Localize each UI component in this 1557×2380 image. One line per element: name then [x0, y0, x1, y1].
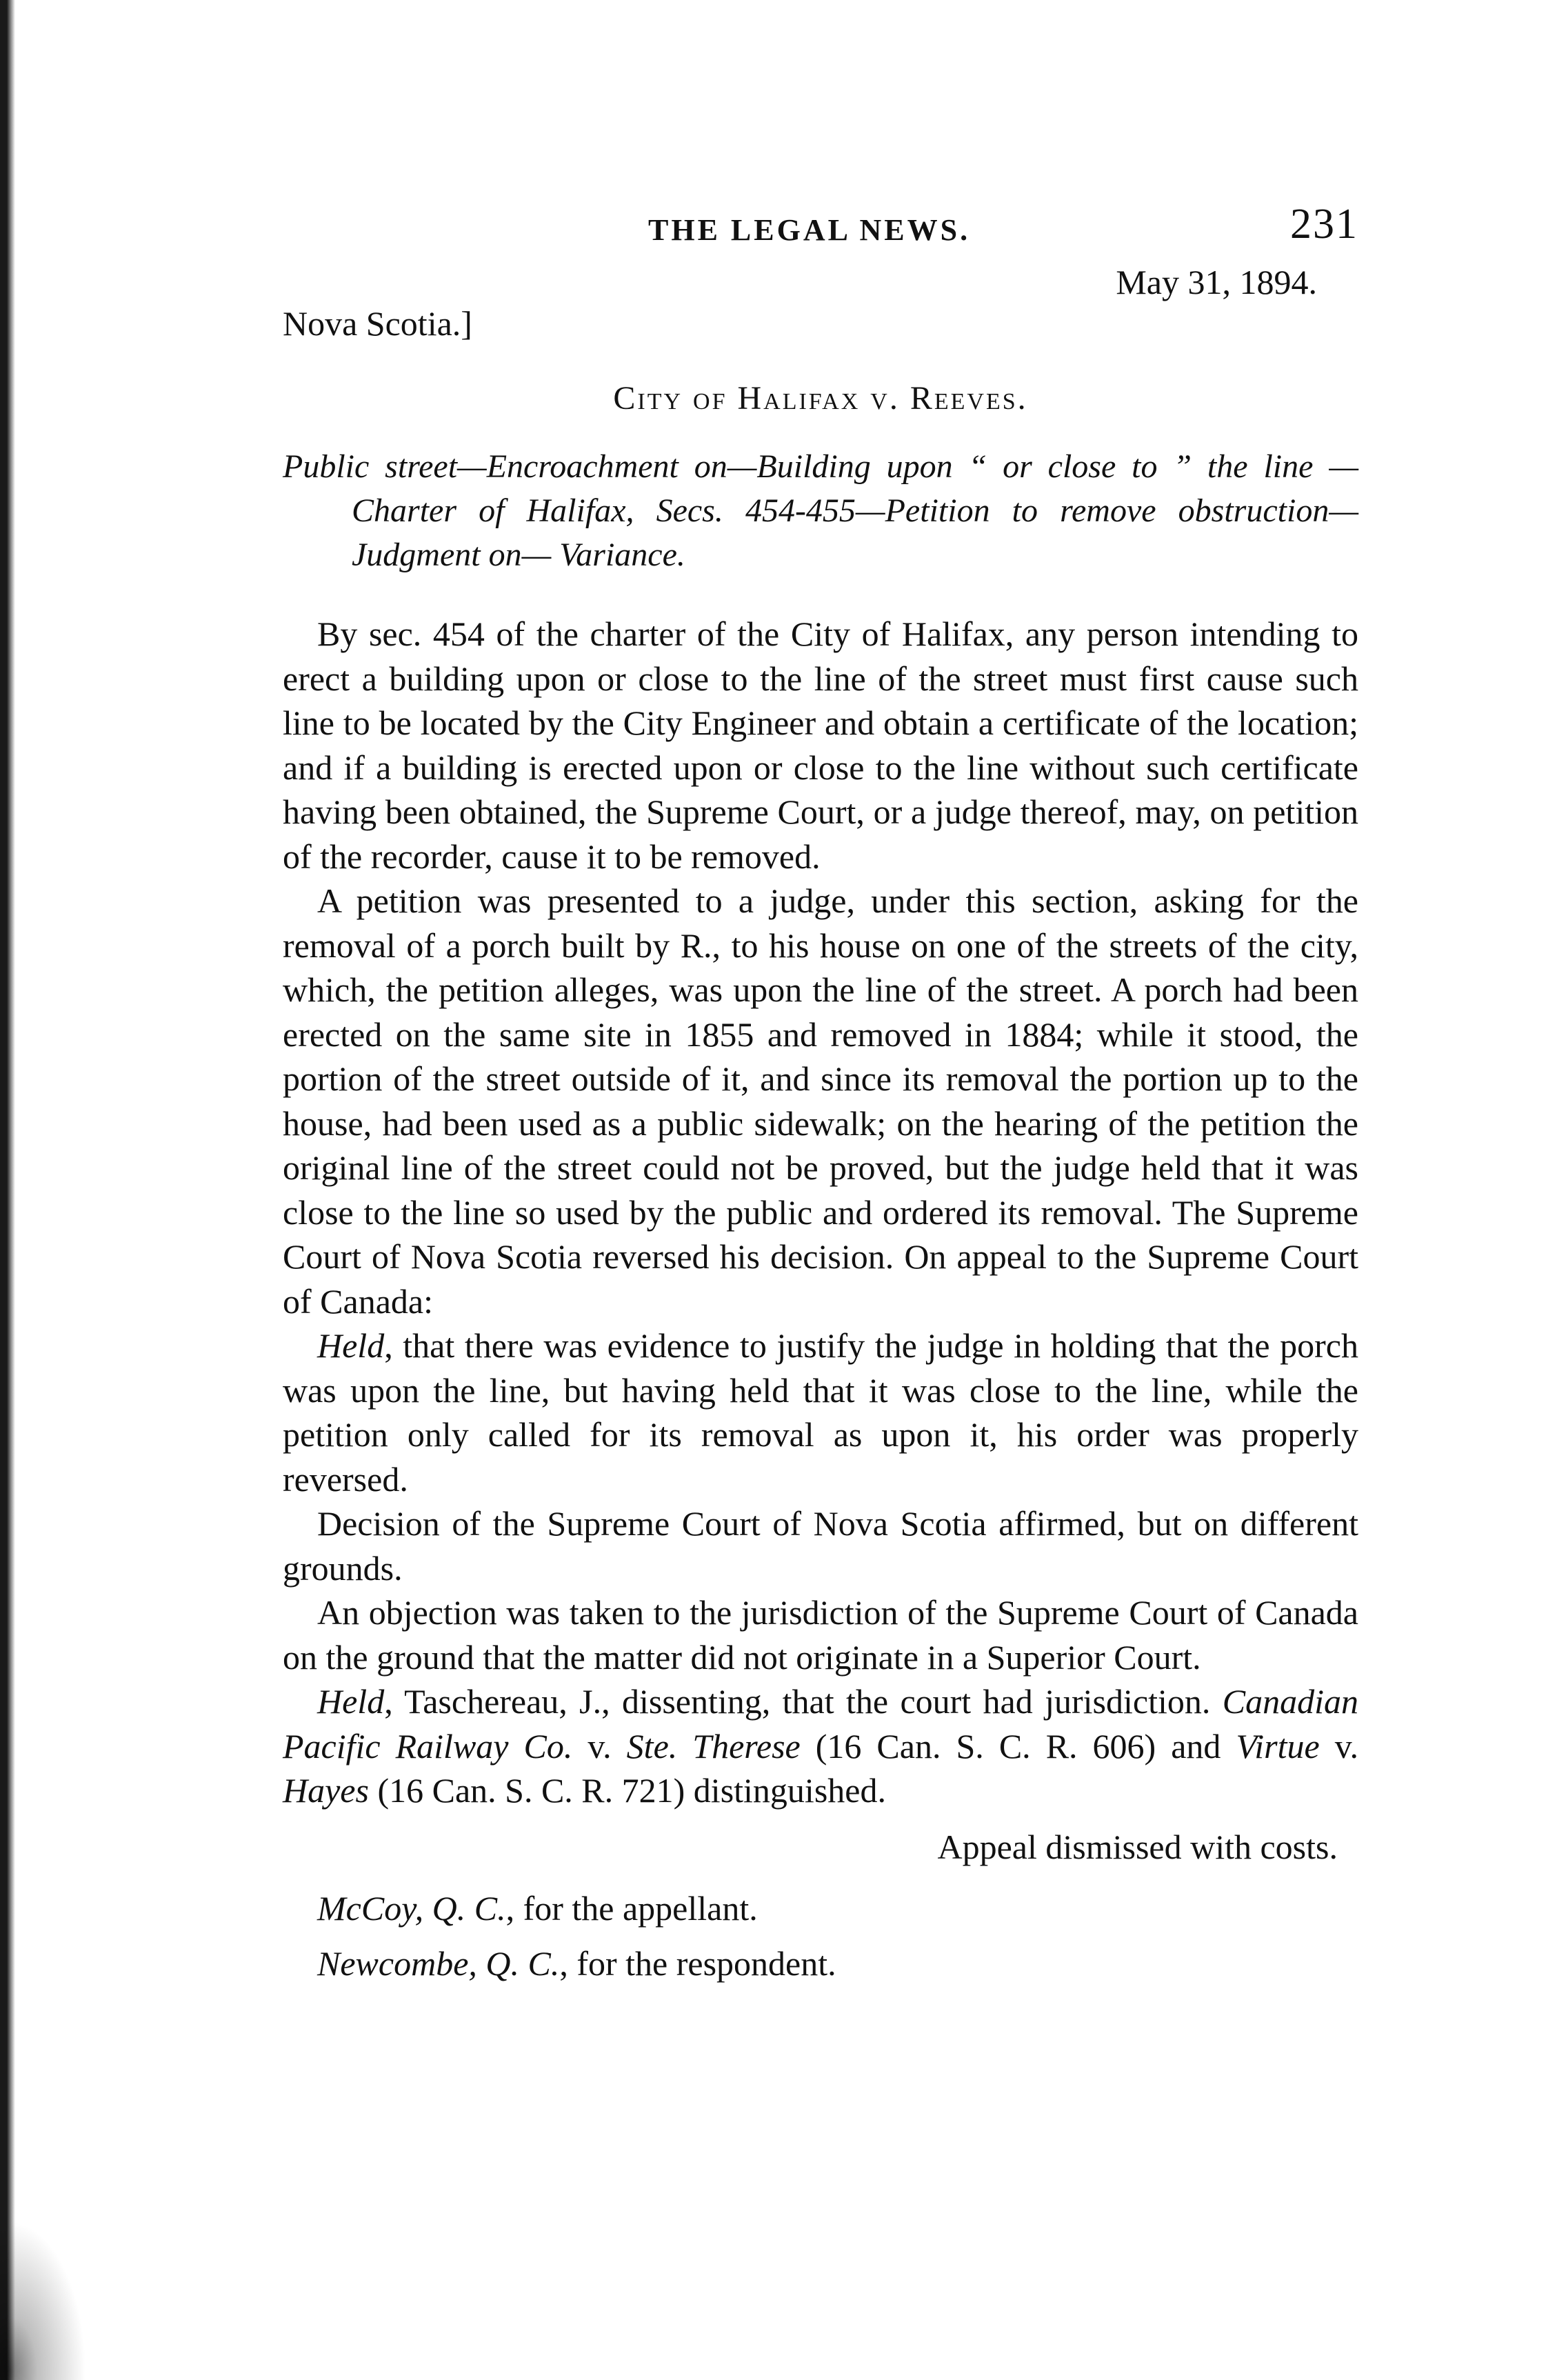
counsel-name: Newcombe, Q. C. [317, 1943, 560, 1983]
counsel-name: McCoy, Q. C. [317, 1888, 506, 1928]
province-label: Nova Scotia.] [283, 304, 472, 343]
counsel-block [283, 1881, 1358, 1991]
paragraph-facts: A petition was presented to a judge, under this section, asking for the removal of a porch built by R., to his house on one of the streets of the city, which, the petition alleges, was upon the line of the street. A porch had been erected on the same site in 1855 and removed in 1884; while it stood, the portion of the street outside of it, and since its removal the portion up to the house, had been used as a public sidewalk; on the hearing of the petition the original line of the street could not be proved, but the judge held that it was close to the line so used by the public and ordered its removal. The Supreme Court of Nova Scotia reversed his decision. On appeal to the Supreme Court of Canada: [283, 881, 1358, 1321]
citation: (16 Can. S. C. R. 606) and [800, 1726, 1236, 1766]
paragraph-held-1 [283, 1323, 1358, 1501]
case-name: Canadian Pacific Railway Co. [283, 1682, 1358, 1766]
citation: (16 Can. S. C. R. 721) distinguished. [368, 1771, 886, 1810]
held-text: , Taschereau, J., dissenting, that the court had jurisdiction. [384, 1682, 1223, 1721]
page-number: 231 [1290, 201, 1358, 248]
counsel-appellant [317, 1881, 1358, 1936]
page [283, 200, 1358, 1991]
counsel-role: , for the appellant. [505, 1888, 758, 1928]
disposition: Appeal dismissed with costs. [937, 1827, 1338, 1866]
paragraph-held-2 [283, 1679, 1358, 1813]
counsel-respondent [317, 1936, 1358, 1991]
scan-specks [0, 2201, 97, 2380]
case-name: Virtue [1236, 1726, 1320, 1766]
held-label: Held [317, 1326, 385, 1365]
counsel-role: , for the respondent. [559, 1943, 836, 1983]
case-name: Hayes [283, 1771, 369, 1810]
case-name: Ste. Therese [626, 1726, 801, 1766]
paragraph-objection: An objection was taken to the jurisdiction of the Supreme Court of Canada on the ground that the matter did not originate in a Superior Court. [283, 1593, 1358, 1677]
running-title: THE LEGAL NEWS. [648, 213, 971, 247]
case-title: City of Halifax v. Reeves. [613, 380, 1028, 417]
scan-edge [0, 0, 15, 2380]
versus: v. [572, 1726, 627, 1766]
paragraph-statute: By sec. 454 of the charter of the City of Halifax, any person intending to erect a building upon or close to the line of the street must first cause such line to be located by the City Engineer and obtain a certificate of the location; and if a building is erected upon or close to the line without such certificate having been obtained, the Supreme Court, or a judge thereof, may, on petition of the recorder, cause it to be removed. [283, 614, 1358, 876]
headnote: Public street—Encroachment on—Building upon “ or close to ” the line —Charter of Halifax, Secs. 454-455—Petition to remove obstruction—Judgment on— Variance. [283, 448, 1358, 573]
versus: v. [1319, 1726, 1358, 1766]
running-head [283, 200, 1358, 262]
meta-line [283, 262, 1358, 366]
decision-date: May 31, 1894. [1116, 263, 1317, 301]
held-text: , that there was evidence to justify the judge in holding that the porch was upon the line, but having held that it was close to the line, while the petition only called for its removal as upon it, his order was properly reversed. [283, 1326, 1358, 1499]
paragraph-decision: Decision of the Supreme Court of Nova Scotia affirmed, but on different grounds. [283, 1504, 1358, 1588]
held-label: Held [317, 1682, 385, 1721]
